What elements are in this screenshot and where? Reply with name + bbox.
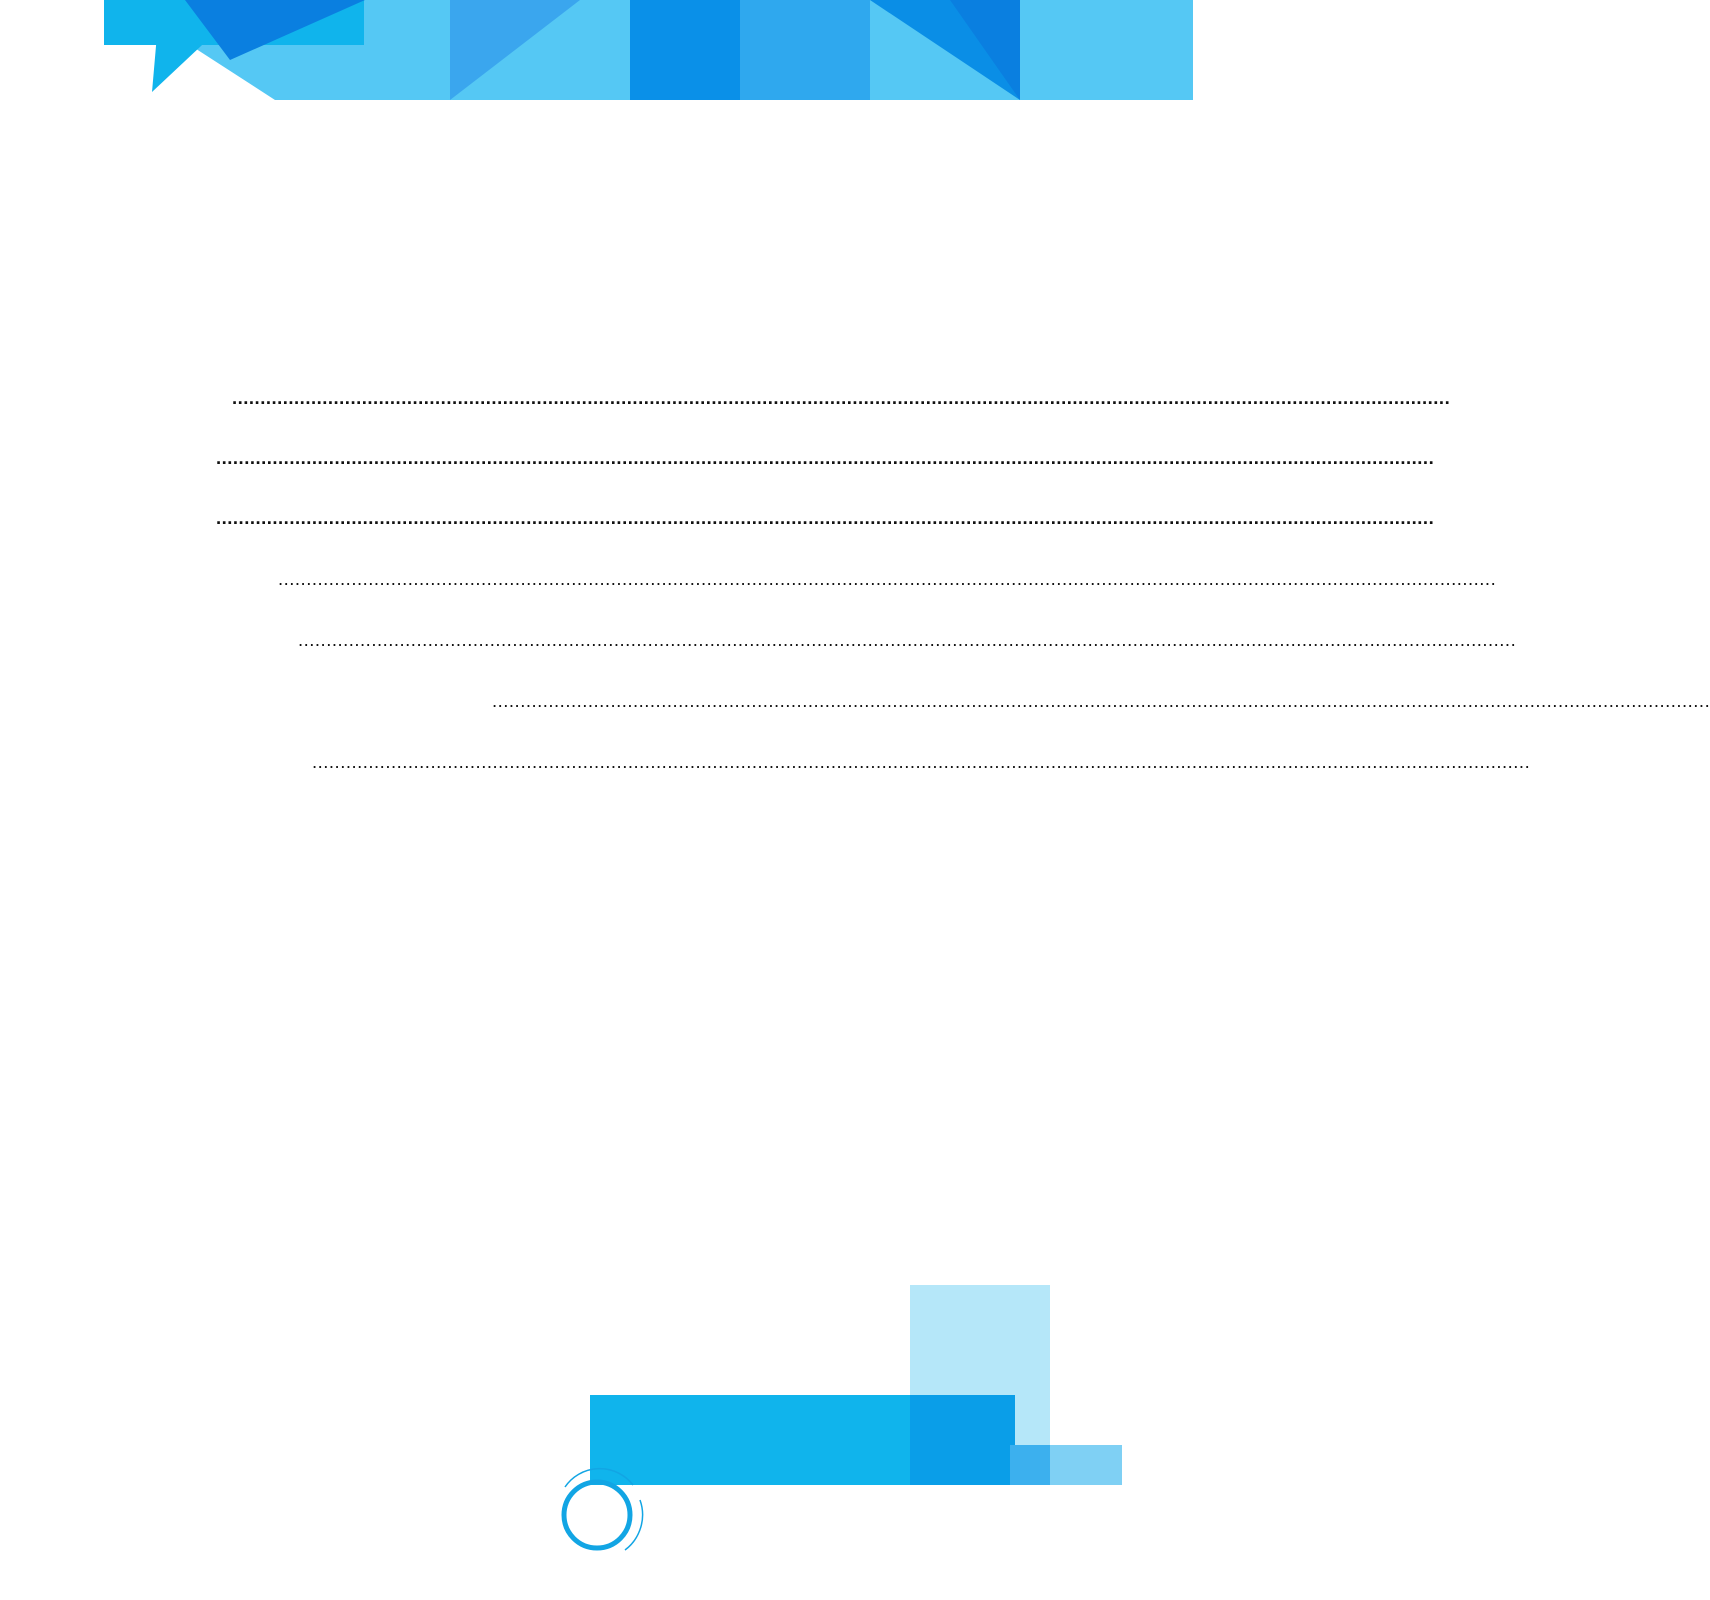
decorative-dot-grid — [0, 160, 1193, 300]
toc-entry-1-line1[interactable] — [0, 412, 1193, 443]
header-banner — [0, 0, 1193, 100]
toc-entry-2-1-line1[interactable] — [0, 533, 1193, 564]
toc-leader-dots: ........................................................................................................................................................................................................................ — [216, 447, 1435, 468]
toc-entry-2-1-line2[interactable] — [0, 563, 1497, 594]
toc-entry-2-line1[interactable] — [0, 472, 1193, 503]
toc-entry-2-2-line1[interactable] — [0, 594, 1193, 625]
toc-entry-1-line2[interactable] — [0, 442, 1435, 473]
toc-leader-dots: ........................................................................................................................................................................................................................ — [492, 690, 1710, 711]
footer-decoration — [0, 820, 1193, 1600]
toc-leader-dots: ........................................................................................................................................................................................................................ — [278, 568, 1497, 589]
toc-entry-2-4-line2[interactable] — [0, 746, 1531, 777]
toc-entry-2-3-line2[interactable] — [0, 685, 1710, 716]
toc-entry-presentacion[interactable] — [0, 382, 1451, 413]
toc-leader-dots: ........................................................................................................................................................................................................................ — [298, 629, 1517, 650]
toc-leader-dots: ........................................................................................................................................................................................................................ — [232, 387, 1451, 408]
toc-entry-2-line2[interactable] — [0, 502, 1435, 533]
toc-entry-2-4-line1[interactable] — [0, 716, 1193, 747]
toc-entry-2-2-line2[interactable] — [0, 624, 1517, 655]
toc-leader-dots: ........................................................................................................................................................................................................................ — [216, 507, 1435, 528]
toc-entry-2-3-line1[interactable] — [0, 655, 1193, 686]
toc-leader-dots: ........................................................................................................................................................................................................................ — [312, 751, 1531, 772]
